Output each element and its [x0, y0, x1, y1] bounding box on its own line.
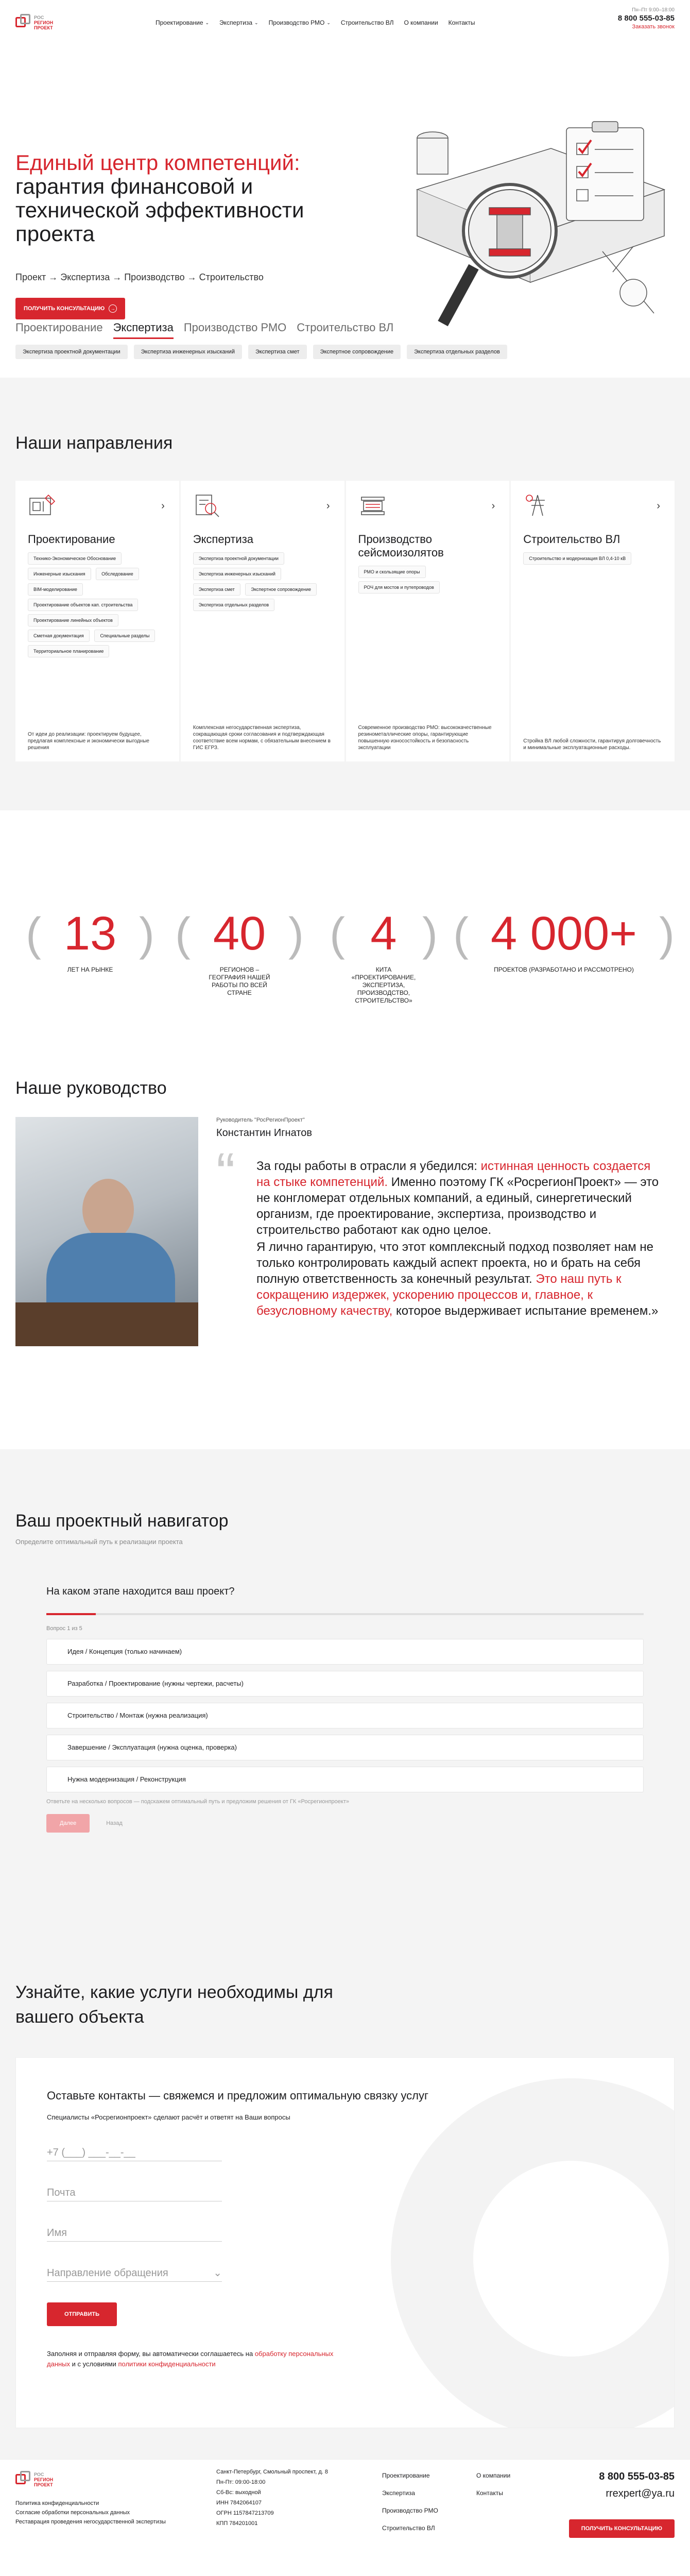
pill[interactable]: Экспертиза смет — [193, 583, 240, 596]
stat-number: 4 000+ — [491, 907, 637, 960]
director-role: Руководитель "РосРегионПроект" — [216, 1117, 305, 1123]
navigator-subtitle: Определите оптимальный путь к реализации проекта — [15, 1538, 183, 1546]
director-quote: За годы работы в отрасли я убедился: истинная ценность создается на стыке компетенций. Именно поэтому ГК «РосрегионПроект» — это не конгломерат отдельных компаний, а единый, синергетический организм, где проектирование, экспертиза, производство и строительство работают как одно целое. Я лично гарантирую, что этот комплексный подход позволяет нам не только контролировать каждый аспект проекта, но и брать на себя полную ответственность за конечный результат. Это наш путь к сокращению издержек, ускорению процессов и, главное, к безусловному качеству, которое выдерживает испытание временем.» — [256, 1159, 659, 1318]
stat-number: 4 — [370, 907, 397, 960]
legal-note: Заполняя и отправляя форму, вы автоматически соглашаетесь на обработку персональных данных и с условиями политики конфиденциальности — [47, 2350, 334, 2368]
stat-label: ЛЕТ НА РЫНКЕ — [67, 966, 113, 973]
footer-nav-contacts[interactable]: Контакты — [476, 2489, 503, 2497]
pill[interactable]: Сметная документация — [28, 630, 90, 642]
card-design[interactable] — [15, 481, 179, 761]
chevron-right-icon: › — [657, 500, 660, 512]
process-chain: Проект → Экспертиза → Производство → Строительство — [15, 272, 264, 282]
contact-form — [15, 2057, 675, 2428]
form-subtitle: Специалисты «Росрегионпроект» сделают расчёт и ответят на Ваши вопросы — [47, 2113, 290, 2121]
logo-mid: РЕГИОН — [34, 20, 54, 25]
chevron-down-icon: ⌄ — [254, 20, 258, 25]
footer-email[interactable]: rrexpert@ya.ru — [606, 2488, 675, 2499]
hero-title: Единый центр компетенций: гарантия финансовой и технической эффективности проекта — [15, 150, 304, 246]
services-tabs — [0, 321, 690, 357]
footer-registry-link[interactable]: Реставрация проведения негосударственной экспертизы — [15, 2519, 166, 2525]
card-desc: Стройка ВЛ любой сложности, гарантируя долговечность и минимальные эксплуатационные расходы. — [523, 738, 661, 751]
email-field[interactable]: Почта — [47, 2176, 222, 2201]
chip-sections[interactable]: Экспертиза отдельных разделов — [407, 345, 507, 359]
chip-surveys[interactable]: Экспертиза инженерных изысканий — [134, 345, 242, 359]
decor-ring — [391, 2078, 675, 2428]
nav-about[interactable]: О компании — [404, 19, 438, 26]
power-line-icon — [523, 493, 552, 518]
send-button[interactable]: ОТПРАВИТЬ — [47, 2302, 117, 2326]
footer-nav-construction[interactable]: Строительство ВЛ — [382, 2524, 435, 2532]
pill[interactable]: Экспертиза отдельных разделов — [193, 599, 274, 611]
stat-regions — [165, 908, 314, 997]
card-production[interactable] — [346, 481, 510, 761]
blueprint-icon — [28, 493, 57, 518]
leadership-section — [0, 1068, 690, 1449]
kpp: КПП 784201001 — [216, 2520, 258, 2527]
stat-years — [15, 908, 165, 974]
stat-number: 40 — [213, 907, 266, 960]
quiz-question: На каком этапе находится ваш проект? — [46, 1586, 235, 1597]
chevron-down-icon: ⌄ — [205, 20, 210, 25]
logo-mid: РЕГИОН — [34, 2477, 54, 2482]
card-desc: Комплексная негосударственная экспертиза, сокращающая сроки согласования и подтверждающая соответствие всем нормам, с обязательным внесением в ГИС ЕГРЗ. — [193, 725, 331, 751]
directions-title: Наши направления — [15, 433, 173, 453]
quiz-option[interactable]: Разработка / Проектирование (нужны чертежи, расчеты) — [46, 1671, 644, 1697]
chevron-right-icon: › — [491, 500, 495, 512]
pill[interactable]: Строительство и модернизация ВЛ 0,4-10 кВ — [523, 552, 631, 565]
quiz-box — [15, 1564, 675, 1832]
chip-support[interactable]: Экспертное сопровождение — [313, 345, 401, 359]
quote-icon: “ — [216, 1142, 235, 1205]
quiz-option[interactable]: Завершение / Эксплуатация (нужна оценка, проверка) — [46, 1735, 644, 1760]
pill[interactable]: Экспертиза инженерных изысканий — [193, 568, 281, 580]
nav-expertise[interactable]: Экспертиза ⌄ — [219, 19, 258, 26]
hours-weekday: Пн-Пт: 09:00-18:00 — [216, 2479, 266, 2485]
laurel-right-icon: ) — [288, 909, 304, 960]
quiz-progress — [46, 1613, 644, 1615]
work-hours: Пн–Пт 9:00–18:00 — [632, 7, 675, 13]
footer-logo[interactable] — [15, 2471, 118, 2488]
logo-mark — [15, 2471, 31, 2488]
stat-pillars — [309, 908, 458, 1005]
quiz-option[interactable]: Нужна модернизация / Реконструкция — [46, 1767, 644, 1792]
logo-mark — [15, 14, 31, 31]
laurel-left-icon: ( — [330, 909, 345, 960]
pill[interactable]: Проектирование объектов кап. строительства — [28, 599, 138, 611]
callback-link[interactable]: Заказать звонок — [632, 24, 675, 30]
pill[interactable]: Экспертиза проектной документации — [193, 552, 284, 565]
contact-title: Узнайте, какие услуги необходимы для вашего объекта — [15, 1982, 333, 2027]
card-desc: От идеи до реализации: проектируем будущее, предлагая комплексные и экономически выгодные решения — [28, 732, 149, 751]
tab-expertise[interactable]: Экспертиза — [113, 321, 174, 339]
contact-section — [0, 1980, 690, 2459]
footer-nav-expertise[interactable]: Экспертиза — [382, 2489, 415, 2497]
phone-field[interactable]: +7 (___) ___-__-__ — [47, 2136, 222, 2161]
card-title: Проектирование — [28, 533, 115, 546]
stat-label: РЕГИОНОВ – ГЕОГРАФИЯ НАШЕЙ РАБОТЫ ПО ВСЕЙ СТРАНЕ — [209, 966, 270, 996]
arrow-circle-icon: → — [109, 304, 117, 313]
pill[interactable]: Экспертное сопровождение — [245, 583, 317, 596]
logo[interactable] — [15, 14, 118, 31]
tab-construction[interactable]: Строительство ВЛ — [297, 321, 394, 334]
footer-privacy-link[interactable]: Политика конфиденциальности — [15, 2500, 99, 2506]
tab-production[interactable]: Производство РМО — [183, 321, 287, 334]
privacy-link[interactable]: обработку персональных данных — [47, 2350, 334, 2368]
back-button[interactable]: Назад — [106, 1820, 123, 1826]
chevron-down-icon: ⌄ — [213, 2267, 222, 2279]
card-title: Производство сейсмоизолятов — [358, 533, 444, 559]
quiz-counter: Вопрос 1 из 5 — [46, 1625, 82, 1632]
pill[interactable]: Территориальное планирование — [28, 645, 109, 657]
pill[interactable]: Специальные разделы — [94, 630, 155, 642]
consultation-button[interactable]: ПОЛУЧИТЬ КОНСУЛЬТАЦИЮ → — [15, 298, 125, 319]
pill[interactable]: Инженерные изыскания — [28, 568, 91, 580]
stats-section — [0, 810, 690, 1068]
laurel-left-icon: ( — [26, 909, 41, 960]
policy-link[interactable]: политики конфиденциальности — [118, 2360, 216, 2368]
chip-estimates[interactable]: Экспертиза смет — [248, 345, 307, 359]
chevron-right-icon: › — [326, 500, 330, 512]
directions-section — [0, 378, 690, 810]
card-title: Строительство ВЛ — [523, 533, 620, 546]
footer-consultation-button[interactable]: ПОЛУЧИТЬ КОНСУЛЬТАЦИЮ — [569, 2519, 675, 2538]
card-expertise[interactable] — [181, 481, 344, 761]
hours-weekend: Сб-Вс: выходной — [216, 2489, 261, 2496]
stat-number: 13 — [63, 907, 117, 960]
tab-design[interactable]: Проектирование — [15, 321, 103, 334]
chip-project-docs[interactable]: Экспертиза проектной документации — [15, 345, 128, 359]
footer-phone[interactable]: 8 800 555-03-85 — [599, 2471, 675, 2482]
logo-bottom: ПРОЕКТ — [34, 2482, 53, 2487]
quiz-hint: Ответьте на несколько вопросов — подскажем оптимальный путь и предложим решения от ГК «Росрегионпроект» — [46, 1799, 349, 1805]
magnifier-document-icon — [193, 493, 222, 518]
name-field[interactable]: Имя — [47, 2216, 222, 2242]
form-heading: Оставьте контакты — свяжемся и предложим оптимальную связку услуг — [47, 2089, 428, 2102]
hero-illustration — [396, 117, 675, 349]
stat-label: ПРОЕКТОВ (РАЗРАБОТАНО И РАССМОТРЕНО) — [494, 966, 634, 973]
inn: ИНН 7842064107 — [216, 2500, 262, 2506]
logo-bottom: ПРОЕКТ — [34, 25, 53, 30]
pill[interactable]: BIM-моделирование — [28, 583, 83, 596]
site-footer — [0, 2459, 690, 2567]
footer-nav-design[interactable]: Проектирование — [382, 2472, 430, 2479]
ogrn: ОГРН 1157847213709 — [216, 2510, 274, 2516]
laurel-right-icon: ) — [659, 909, 675, 960]
pill[interactable]: Технико-Экономическое Обоснование — [28, 552, 122, 565]
laurel-right-icon: ) — [422, 909, 438, 960]
laurel-right-icon: ) — [139, 909, 154, 960]
pill[interactable]: Проектирование линейных объектов — [28, 614, 118, 626]
footer-consent-link[interactable]: Согласие обработки персональных данных — [15, 2510, 130, 2516]
footer-nav-about[interactable]: О компании — [476, 2472, 511, 2479]
pill[interactable]: РОЧ для мостов и путепроводов — [358, 581, 440, 594]
nav-production[interactable]: Производство РМО ⌄ — [268, 19, 331, 26]
card-title: Экспертиза — [193, 533, 254, 546]
site-header — [0, 0, 690, 45]
card-desc: Современное производство РМО: высококачественные резинометаллические опоры, гарантирующие повышенную износостойкость и безопасность эксплуатации — [358, 725, 492, 751]
navigator-title: Ваш проектный навигатор — [15, 1511, 229, 1531]
laurel-left-icon: ( — [453, 909, 469, 960]
footer-nav-production[interactable]: Производство РМО — [382, 2507, 438, 2514]
nav-construction[interactable]: Строительство ВЛ — [340, 19, 394, 26]
nav-contacts[interactable]: Контакты — [448, 19, 475, 26]
nav-design[interactable]: Проектирование ⌄ — [156, 19, 210, 26]
leadership-title: Наше руководство — [15, 1078, 167, 1098]
director-name: Константин Игнатов — [216, 1127, 312, 1139]
quiz-option[interactable]: Идея / Концепция (только начинаем) — [46, 1639, 644, 1665]
direction-select[interactable]: Направление обращения ⌄ — [47, 2256, 222, 2282]
stat-label: КИТА «ПРОЕКТИРОВАНИЕ, ЭКСПЕРТИЗА, ПРОИЗВОДСТВО, СТРОИТЕЛЬСТВО» — [351, 966, 416, 1004]
main-nav — [156, 19, 475, 26]
card-construction[interactable] — [511, 481, 675, 761]
next-button[interactable]: Далее — [46, 1814, 90, 1833]
chevron-right-icon: › — [161, 500, 165, 512]
laurel-left-icon: ( — [175, 909, 191, 960]
hero — [0, 45, 690, 321]
navigator-section — [0, 1449, 690, 1980]
address: Санкт-Петербург, Смольный проспект, д. 8 — [216, 2469, 329, 2475]
pill[interactable]: Обследование — [96, 568, 139, 580]
quiz-option[interactable]: Строительство / Монтаж (нужна реализация) — [46, 1703, 644, 1728]
pill[interactable]: РМО и скользящие опоры — [358, 566, 426, 578]
stat-projects — [453, 908, 675, 974]
seismic-isolator-icon — [358, 493, 387, 518]
chevron-down-icon: ⌄ — [326, 20, 331, 25]
director-photo — [15, 1117, 198, 1346]
logo-top: РОС — [34, 15, 44, 20]
logo-top: РОС — [34, 2472, 44, 2477]
header-phone[interactable]: 8 800 555-03-85 — [617, 14, 675, 23]
